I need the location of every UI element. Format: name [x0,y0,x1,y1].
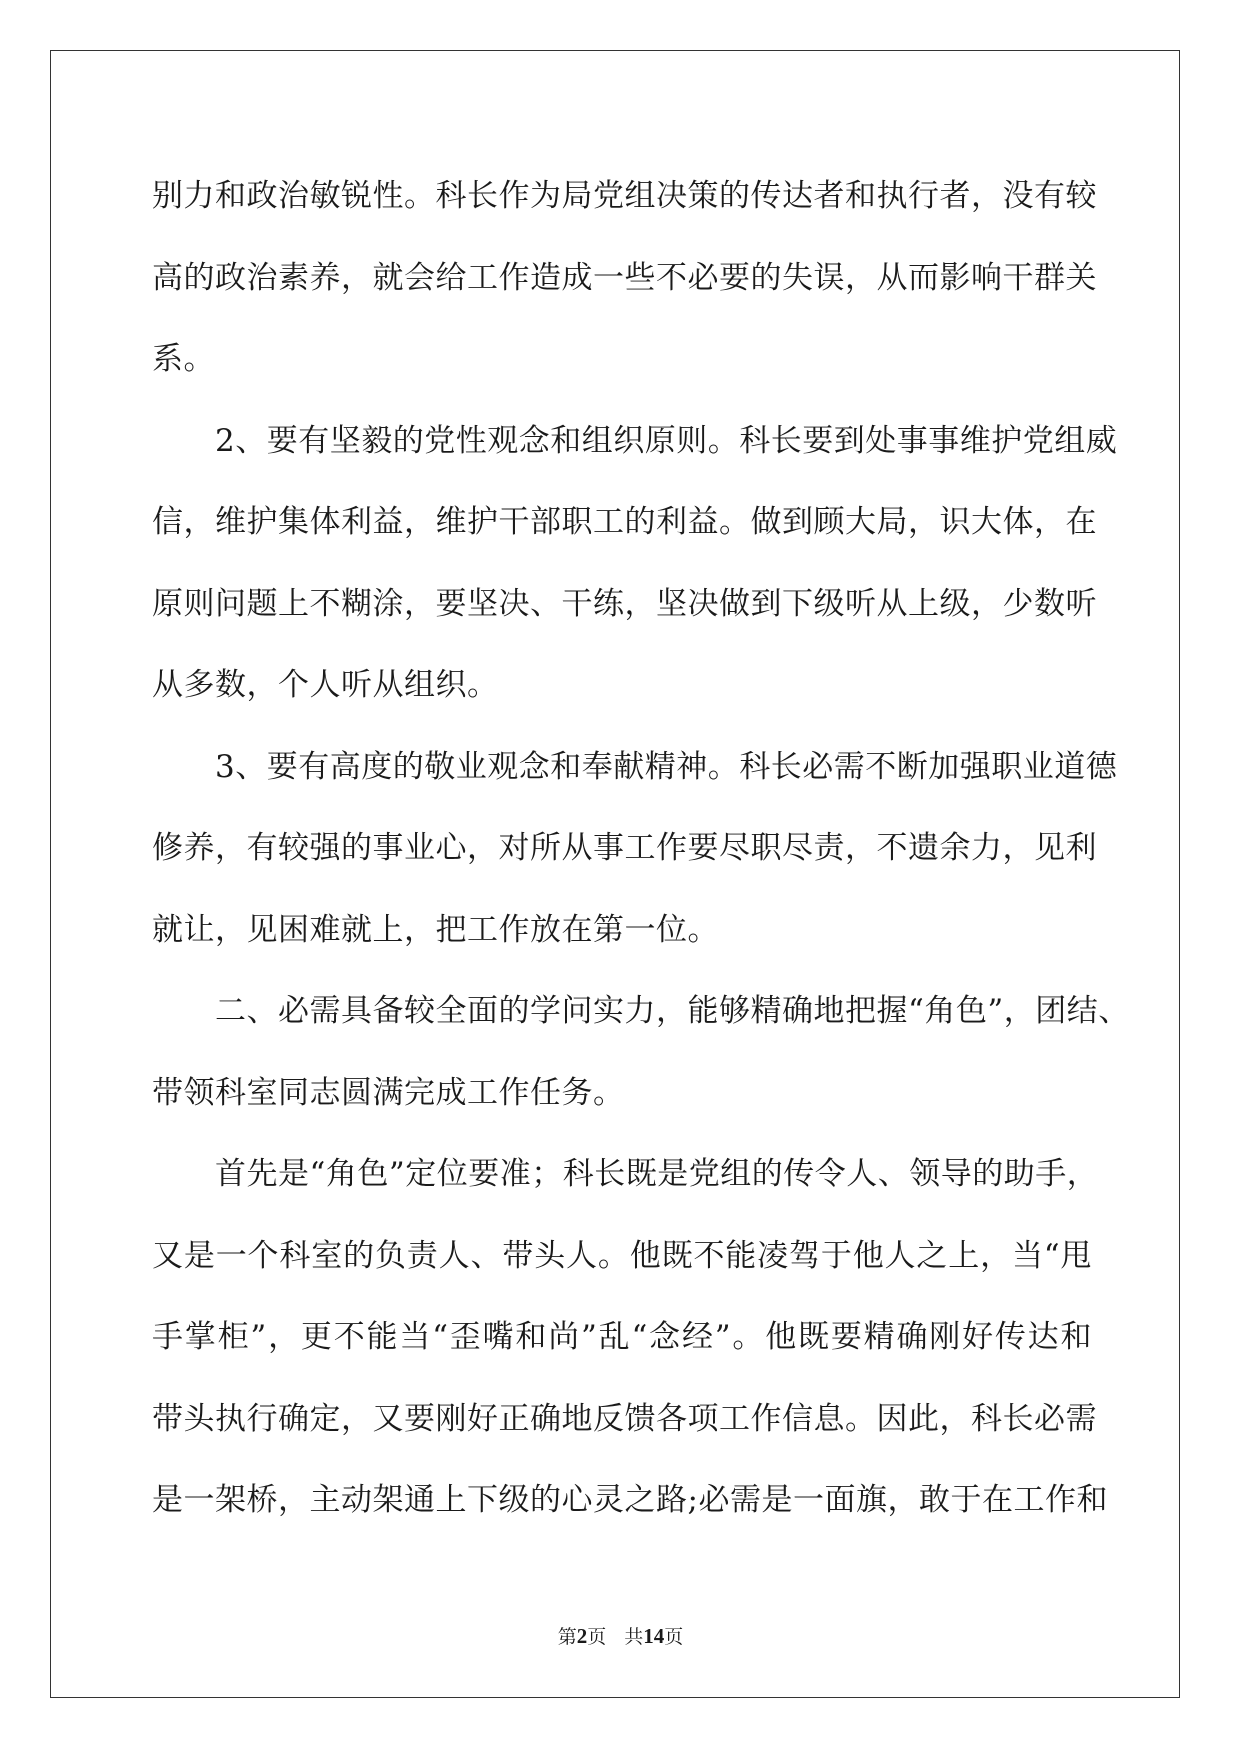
text-line: 手掌柜”，更不能当“歪嘴和尚”乱“念经”。他既要精确刚好传达和 [152,1319,1092,1355]
text-line: 二、必需具备较全面的学问实力，能够精确地把握“角色”，团结、 [215,993,1130,1029]
total-pages-number: 14 [643,1624,665,1648]
page-footer [0,1622,1241,1649]
text-line: 2、要有坚毅的党性观念和组织原则。科长要到处事事维护党组威 [215,422,1118,459]
current-page-number: 2 [576,1624,588,1648]
text-line: 修养，有较强的事业心，对所从事工作要尽职尽责，不遗余力，见利 [152,830,1097,866]
footer-total-prefix: 共 [624,1626,644,1648]
text-line: 3、要有高度的敬业观念和奉献精神。科长必需不断加强职业道德 [215,748,1118,785]
text-line: 是一架桥，主动架通上下级的心灵之路;必需是一面旗，敢于在工作和 [152,1482,1108,1518]
text-line: 首先是“角色”定位要准；科长既是党组的传令人、领导的助手， [215,1156,1099,1192]
footer-prefix: 第 [557,1626,577,1648]
text-line: 带领科室同志圆满完成工作任务。 [152,1074,625,1111]
footer-total-unit: 页 [664,1626,684,1648]
text-line: 信，维护集体利益，维护干部职工的利益。做到顾大局，识大体，在 [152,504,1097,540]
text-line: 带头执行确定，又要刚好正确地反馈各项工作信息。因此，科长必需 [152,1400,1097,1437]
text-line: 就让，见困难就上，把工作放在第一位。 [152,911,719,948]
text-line: 别力和政治敏锐性。科长作为局党组决策的传达者和执行者，没有较 [152,178,1097,214]
text-line: 高的政治素养，就会给工作造成一些不必要的失误，从而影响干群关 [152,259,1097,296]
footer-page-unit: 页 [587,1626,607,1648]
text-line: 系。 [152,341,215,377]
text-line: 原则问题上不糊涂，要坚决、干练，坚决做到下级听从上级，少数听 [152,585,1097,622]
text-line: 从多数，个人听从组织。 [152,667,499,703]
document-body [152,156,1130,1542]
text-line: 又是一个科室的负责人、带头人。他既不能凌驾于他人之上，当“甩 [152,1237,1092,1274]
